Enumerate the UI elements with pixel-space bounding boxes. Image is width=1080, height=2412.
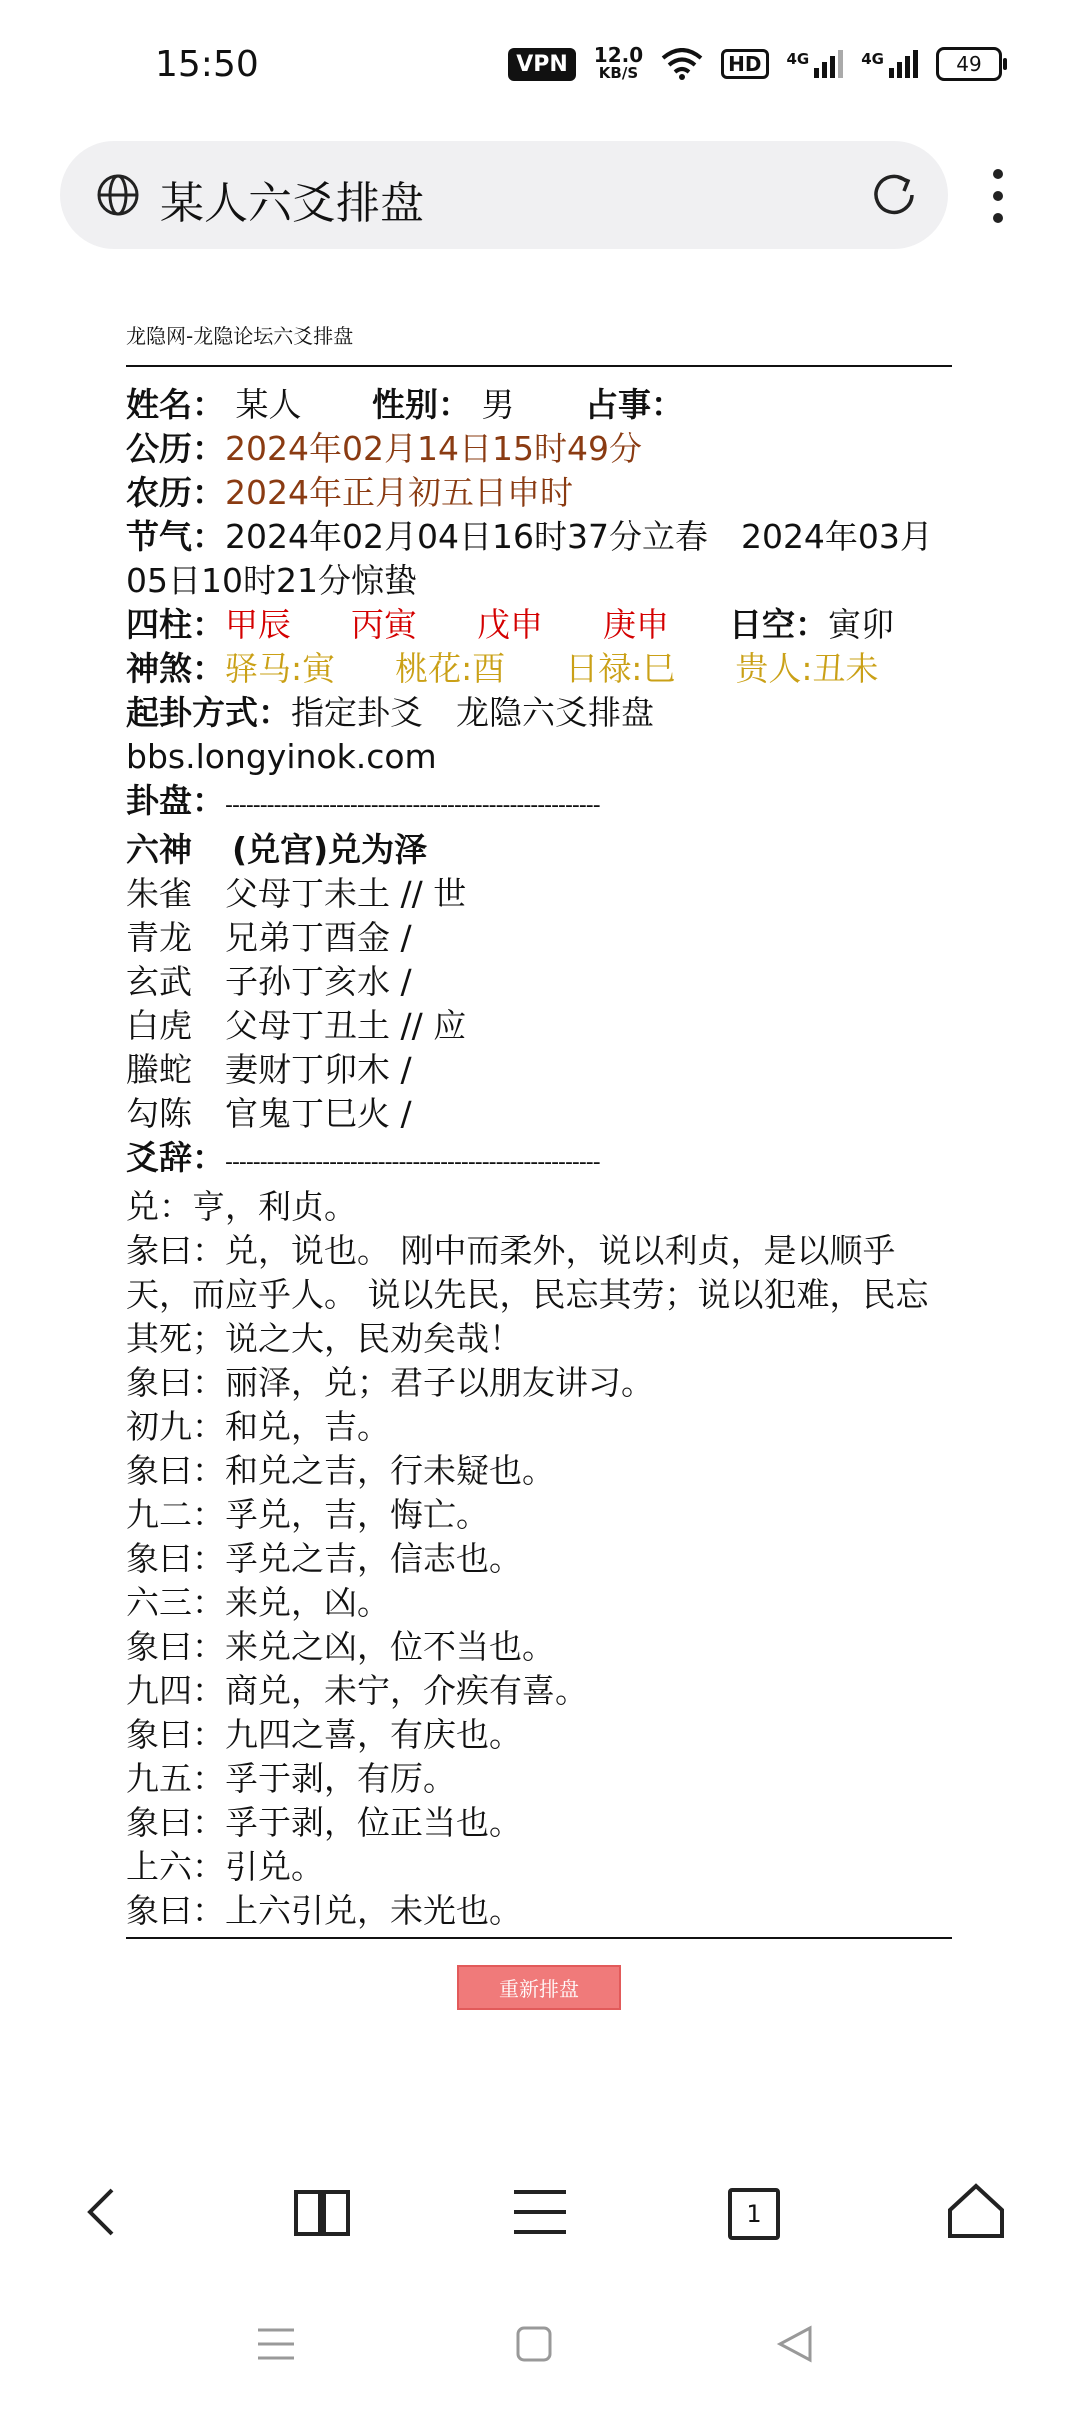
yaoci-line: 象曰：上六引兑，未光也。 bbox=[126, 1891, 522, 1930]
battery-icon: 49 bbox=[936, 47, 1002, 81]
system-nav-bar bbox=[0, 2300, 1080, 2390]
yaoci-line: 象曰：和兑之吉，行未疑也。 bbox=[126, 1451, 555, 1490]
tab-count: 1 bbox=[746, 2200, 762, 2228]
yaoci-line: 象曰：丽泽，兑；君子以朋友讲习。 bbox=[126, 1363, 654, 1402]
back-icon[interactable] bbox=[72, 2180, 136, 2244]
net-type-2: 4G bbox=[861, 50, 884, 68]
tabs-button[interactable] bbox=[728, 2188, 780, 2240]
status-icons bbox=[508, 43, 1002, 82]
yaoci-line: 上六：引兑。 bbox=[126, 1847, 324, 1886]
row-gua-label: 卦盘：------------------------------------------------------ bbox=[126, 781, 600, 820]
row-yaoci-label: 爻辞：------------------------------------------------------ bbox=[126, 1138, 600, 1177]
row-lunar: 农历：2024年正月初五日申时 bbox=[126, 473, 573, 512]
row-method: 起卦方式：指定卦爻 龙隐六爻排盘 bbs.longyinok.com bbox=[126, 693, 654, 776]
pillar-year: 甲辰 bbox=[225, 605, 291, 644]
yaoci-line: 兑：亨，利贞。 bbox=[126, 1187, 357, 1226]
jieqi-value: 2024年02月04日16时37分立春 2024年03月05日10时21分惊蛰 bbox=[126, 517, 933, 600]
row-pillars: 四柱：甲辰 丙寅 戊申 庚申 日空：寅卯 bbox=[126, 605, 894, 644]
yao-line: 螣蛇 妻财丁卯木 / bbox=[126, 1050, 412, 1089]
yaoci-line: 象曰：九四之喜，有庆也。 bbox=[126, 1715, 522, 1754]
site-title: 龙隐网-龙隐论坛六爻排盘 bbox=[126, 320, 952, 367]
address-bar[interactable] bbox=[60, 141, 948, 249]
network-speed bbox=[593, 43, 644, 82]
yaoci-line: 彖曰：兑，说也。 刚中而柔外，说以利贞，是以顺乎天，而应乎人。 说以先民，民忘其劳；说以犯难，民忘其死；说之大，民劝矣哉！ bbox=[126, 1231, 929, 1358]
menu-icon[interactable] bbox=[508, 2180, 572, 2244]
void-value: 寅卯 bbox=[828, 605, 894, 644]
speed-value: 12.0 bbox=[593, 43, 644, 67]
more-menu-icon[interactable] bbox=[988, 168, 1008, 224]
globe-icon bbox=[96, 173, 140, 217]
gua-divider: ------------------------------------------------------ bbox=[225, 793, 600, 818]
yaoci-line: 九五：孚于剥，有厉。 bbox=[126, 1759, 456, 1798]
shensha-yima: 驿马:寅 bbox=[225, 649, 336, 688]
shensha-taohua: 桃花:酉 bbox=[395, 649, 506, 688]
signal-icon-2 bbox=[861, 50, 918, 78]
yaoci-line: 初九：和兑，吉。 bbox=[126, 1407, 390, 1446]
yaoci-line: 象曰：孚兑之吉，信志也。 bbox=[126, 1539, 522, 1578]
yaoci-line: 象曰：孚于剥，位正当也。 bbox=[126, 1803, 522, 1842]
content-divider bbox=[126, 1937, 952, 1939]
hd-icon: HD bbox=[721, 49, 768, 79]
yao-line: 青龙 兄弟丁酉金 / bbox=[126, 918, 412, 957]
shensha-guiren: 贵人:丑未 bbox=[735, 649, 879, 688]
yao-line: 勾陈 官鬼丁巳火 / bbox=[126, 1094, 412, 1133]
yao-line: 朱雀 父母丁未土 // 世 bbox=[126, 874, 467, 913]
name-value: 某人 bbox=[235, 385, 302, 424]
system-back-icon[interactable] bbox=[772, 2322, 816, 2366]
yao-line: 玄武 子孙丁亥水 / bbox=[126, 962, 412, 1001]
reload-icon[interactable] bbox=[868, 169, 920, 221]
status-time: 15:50 bbox=[155, 44, 259, 85]
gender-value: 男 bbox=[481, 385, 515, 424]
yaoci-line: 象曰：来兑之凶，位不当也。 bbox=[126, 1627, 555, 1666]
row-gua-head: 六神 (兑宫)兑为泽 bbox=[126, 830, 428, 869]
pillar-hour: 庚申 bbox=[603, 605, 669, 644]
yaoci-line: 六三：来兑，凶。 bbox=[126, 1583, 390, 1622]
paipan-info bbox=[126, 383, 952, 1933]
redo-wrap bbox=[126, 1965, 952, 2010]
browser-bottom-nav bbox=[0, 2160, 1080, 2270]
vpn-icon: VPN bbox=[508, 48, 576, 81]
row-solar: 公历：2024年02月14日15时49分 bbox=[126, 429, 642, 468]
status-bar bbox=[0, 0, 1080, 140]
yaoci-divider: ------------------------------------------------------ bbox=[225, 1150, 600, 1175]
row-name: 姓名： 某人 性别： 男 占事： bbox=[126, 385, 684, 424]
signal-icon-1 bbox=[787, 50, 844, 78]
yao-line: 白虎 父母丁丑土 // 应 bbox=[126, 1006, 467, 1045]
net-type-1: 4G bbox=[786, 50, 810, 68]
pillar-day: 戊申 bbox=[477, 605, 543, 644]
shensha-rilu: 日禄:巳 bbox=[565, 649, 676, 688]
row-shensha: 神煞：驿马:寅 桃花:酉 日禄:巳 贵人:丑未 bbox=[126, 649, 879, 688]
yaoci-line: 九二：孚兑，吉，悔亡。 bbox=[126, 1495, 489, 1534]
redo-button[interactable]: 重新排盘 bbox=[457, 1965, 621, 2010]
row-jieqi: 节气：2024年02月04日16时37分立春 2024年03月05日10时21分惊蛰 bbox=[126, 517, 933, 600]
home-icon[interactable] bbox=[944, 2180, 1008, 2244]
page-content bbox=[126, 320, 952, 2010]
solar-date: 2024年02月14日15时49分 bbox=[225, 429, 642, 468]
recent-apps-icon[interactable] bbox=[254, 2322, 298, 2366]
bookmarks-icon[interactable] bbox=[290, 2180, 354, 2244]
page-title: 某人六爻排盘 bbox=[160, 178, 424, 229]
yaoci-line: 九四：商兑，未宁，介疾有喜。 bbox=[126, 1671, 588, 1710]
system-home-icon[interactable] bbox=[512, 2322, 556, 2366]
lunar-date: 2024年正月初五日申时 bbox=[225, 473, 573, 512]
wifi-icon bbox=[661, 48, 703, 80]
method-value: 指定卦爻 龙隐六爻排盘 bbs.longyinok.com bbox=[126, 693, 654, 776]
gua-name: (兑宫)兑为泽 bbox=[232, 830, 428, 869]
pillar-month: 丙寅 bbox=[351, 605, 417, 644]
speed-unit: KB/S bbox=[598, 64, 639, 82]
